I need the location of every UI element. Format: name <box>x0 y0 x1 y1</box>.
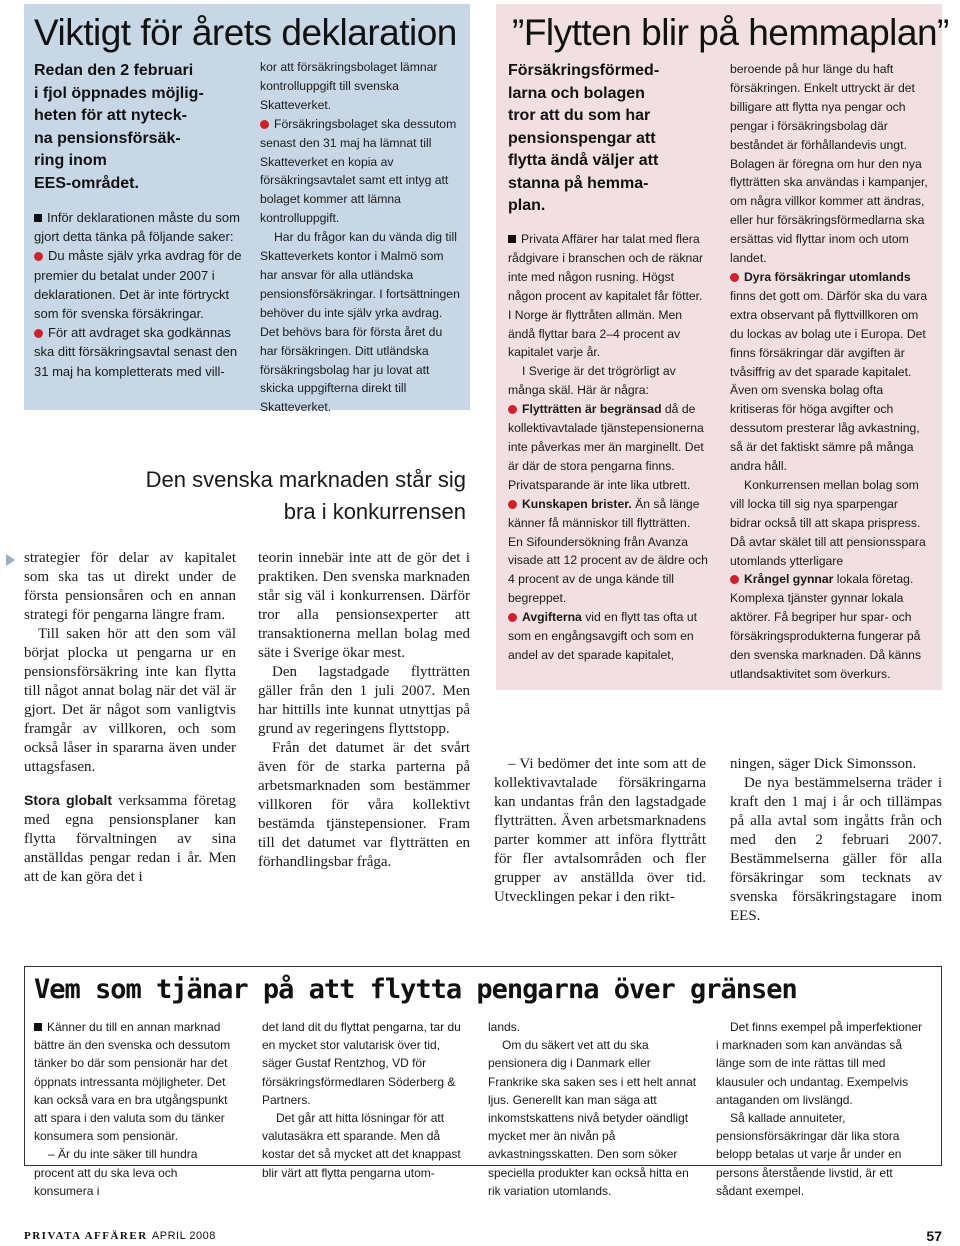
left-box-paragraph: Inför deklarationen måste du som gjort detta tänka på följande saker: <box>34 210 240 245</box>
red-dot-icon <box>508 613 517 622</box>
square-bullet-icon <box>508 235 516 243</box>
continuation-arrow-icon <box>6 554 15 566</box>
footer-publication <box>24 1230 216 1242</box>
footer-issue: APRIL 2008 <box>151 1230 216 1242</box>
right-box-paragraph: vid en flytt tas ofta ut som en engångsavgift och som en andel av det sparade kapitalet, <box>508 610 697 662</box>
right-box-paragraph: då de kollektivavtalade tjänstepensionerna inte påverkas mer än marginellt. Det är där de stora pengarna finns. Privatsparande är inte lika utbrett. <box>508 402 704 492</box>
bullet-title: Flytträtten är begränsad <box>522 402 662 417</box>
body-column-2 <box>258 549 470 872</box>
bullet-title: Krångel gynnar <box>744 572 834 587</box>
right-box-paragraph: Konkurrensen mellan bolag som vill locka till sig nya sparpengar bidrar också till att skapa prispress. Då avtar skälet till att pensionsspara utomlands ytterligare <box>730 477 926 568</box>
bullet-title: Avgifterna <box>522 610 582 625</box>
right-box-paragraph: finns det gott om. Därför ska du vara extra observant på flyttvillkoren om du lockas av bolag ute i Europa. Det finns försäkringar där avgiften är tvåsiffrig av det sparade kapitalet. Även om svenska bolag ofta kritiseras för höga avgifter och dessutom presterar låg avkastning, så är det faktiskt sämre på många andra håll. <box>730 288 928 474</box>
body-column-3 <box>494 755 706 907</box>
body-paragraph: – Vi bedömer det inte som att de kollektivavtalade försäkringarna kan undantas från den lagstadgade flytträtten. Även arbetsmarknadens parter kommer att införa flyttrått för fler avtalsområden och fler grupper av anställda över tid. Utvecklingen pekar i den rikt- <box>494 756 706 905</box>
body-paragraph: De nya bestämmelserna träder i kraft den 1 maj i år och tillämpas på alla avtal som ingåtts från och med den 2 februari 2007. Bestämmelserna gäller för alla försäkringar som tecknats av svenska försäkringstagare inom EES. <box>730 775 942 924</box>
bottom-box-paragraph: lands. <box>488 1020 521 1034</box>
right-box-paragraph: I Sverige är det trögrörligt av många skäl. Här är några: <box>508 364 676 398</box>
square-bullet-icon <box>34 214 42 222</box>
left-box-column-2 <box>260 58 460 417</box>
bottom-box-column-1 <box>34 1018 234 1200</box>
right-box-column-1 <box>508 230 708 665</box>
run-in-heading: Stora globalt <box>24 792 112 808</box>
bottom-box-paragraph: Det finns exempel på imperfektioner i marknaden som kan användas så länge som de inte rättas till med klausuler och undantag. Exempelvis antaganden om livslängd. <box>716 1020 923 1107</box>
red-dot-icon <box>508 500 517 509</box>
left-box-kicker: Redan den 2 februari i fjol öppnades möjlig- heten för att nyteck- na pensionsförsäk- ring inom EES-området. <box>34 62 204 192</box>
right-box-column-2 <box>730 60 930 684</box>
right-box-kicker: Försäkringsförmed- larna och bolagen tror att du som har pensionspengar att flytta ändå väljer att stanna på hemma- plan. <box>508 62 660 214</box>
left-box-headline: Viktigt för årets deklaration <box>34 12 457 53</box>
bottom-box-paragraph: Om du säkert vet att du ska pensionera dig i Danmark eller Frankrike ska saken ses i ett helt annat ljus. Generellt kan man säga att inkomstskattens nivå betyder oändligt mycket mer än nivån på avkastningsskatten. Den som söker speciella produkter kan också hitta en rik variation utomlands. <box>488 1038 697 1198</box>
bottom-box-paragraph: Så kallade annuiteter, pensionsförsäkringar där lika stora belopp betalas ut varje år under en persons återstående livstid, är ett sådant exempel. <box>716 1111 902 1198</box>
footer-brand: PRIVATA AFFÄRER <box>24 1230 148 1242</box>
body-column-4 <box>730 755 942 926</box>
bottom-box-column-3 <box>488 1018 698 1200</box>
body-paragraph: Från det datumet är det svårt även för de starka parterna på arbetsmarknaden som bestämmer villkoren för våra kollektivt bestämda tjänstepensioner. Fram till det datumet var flytträtten en förhandlingsbar fråga. <box>258 740 470 870</box>
left-box-paragraph: För att avdraget ska godkännas ska ditt försäkringsavtal senast den 31 maj ha kompletterats med vill- <box>34 325 238 379</box>
right-box-paragraph: Privata Affärer har talat med flera rådgivare i branschen och de räknar inte med någon rusning. Högst någon procent av kapitalet får fötter. I Norge är flyttråten allmän. Men ändå flyttar bara 2–4 procent av kapitalet varje år. <box>508 232 704 360</box>
right-box-paragraph: beroende på hur länge du haft försäkringen. Enkelt uttryckt är det billigare att flytta nya pengar och pengar i försäkringsbolag där beståndet är förhållandevis ungt. Bolagen är föregna om hur den nya flytträtten ska användas i kampanjer, om några villkor kommer att ändras, eller hur försäkringsförmedlarna ska ersättas vid flyttar inom och utom landet. <box>730 62 928 266</box>
right-box-headline: ”Flytten blir på hemmaplan” <box>512 12 949 53</box>
right-box-paragraph: lokala företag. Komplexa tjänster gynnar lokala aktörer. Få begriper hur spar- och försäkringsprodukterna fungerar på den svenska marknaden. Då känns utlandsaktivitet som överkurs. <box>730 572 922 681</box>
bottom-box-title: Vem som tjänar på att flytta pengarna över gränsen <box>34 974 797 1005</box>
body-column-1 <box>24 549 236 887</box>
red-dot-icon <box>508 405 517 414</box>
body-paragraph: teorin innebär inte att de gör det i praktiken. Den svenska marknaden står sig väl i konkurrensen. Därför tror alla pensionsexperter att transaktionerna mellan bolag med säte i Sverige ökar mest. <box>258 550 470 661</box>
page-number: 57 <box>926 1228 942 1244</box>
red-dot-icon <box>34 252 43 261</box>
bottom-box-paragraph: Känner du till en annan marknad bättre än den svenska och dessutom tänker bo där som pensionär har det öppnats intressanta möjligheter. Det kan också vara en bra utgångspunkt att spara i den valuta som du tänker konsumera som pensionär. <box>34 1020 231 1144</box>
body-paragraph: ningen, säger Dick Simonsson. <box>730 756 917 772</box>
red-dot-icon <box>34 329 43 338</box>
subheading: Den svenska marknaden står sig bra i konkurrensen <box>145 467 466 524</box>
red-dot-icon <box>260 120 269 129</box>
body-paragraph: verksamma företag med egna pensionsplaner kan flytta förvaltningen av sina anställdas pengar redan i år. Men att de kan göra det i <box>24 793 236 885</box>
bottom-box-column-2 <box>262 1018 470 1182</box>
red-dot-icon <box>730 273 739 282</box>
body-paragraph: strategier för delar av kapitalet som ska tas ut direkt under de första pensionsåren och en annan strategi för pengarna längre fram. <box>24 550 236 623</box>
bullet-title: Dyra försäkringar utomlands <box>744 269 911 284</box>
bullet-title: Kunskapen brister. <box>522 496 632 511</box>
red-dot-icon <box>730 575 739 584</box>
body-paragraph: Den lagstadgade flytträtten gäller från den 1 juli 2007. Men har hittills inte kunnat utnyttjas på grund av regeringens flyttstopp. <box>258 664 470 737</box>
bottom-box-paragraph: Det går att hitta lösningar för att valutasäkra ett sparande. Men då kostar det så mycket att det knappast blir värt att flytta pengarna utom- <box>262 1111 461 1180</box>
body-paragraph: Till saken hör att den som väl börjat plocka ut pengarna ur en pensionsförsäkring inte kan flytta till något annat bolag när det väl är gjort. Det är något som vanligtvis framgår av villkoren, och som också låser in spararna även under uttagsfasen. <box>24 626 236 775</box>
bottom-box-column-4 <box>716 1018 926 1200</box>
bottom-box-paragraph: – Är du inte säker till hundra procent att du ska leva och konsumera i <box>34 1147 198 1198</box>
left-box-paragraph: Du måste själv yrka avdrag för de premier du betalat under 2007 i deklarationen. Det är inte förtryckt som för svenska försäkringar. <box>34 248 242 322</box>
left-box-column-1 <box>34 208 246 381</box>
left-box-paragraph: Har du frågor kan du vända dig till Skatteverkets kontor i Malmö som har ansvar för alla utländska pensionsförsäkringar. I fortsättningen behöver du inte själv yrka avdrag. Det behövs bara för första året du har försäkringen. Ditt utländska försäkringsbolag har ju lovat att skicka uppgifterna direkt till Skatteverket. <box>260 230 460 415</box>
square-bullet-icon <box>34 1023 42 1031</box>
left-box-paragraph: Försäkringsbolaget ska dessutom senast den 31 maj ha lämnat till Skatteverket en kopia av försäkringsavtalet samt ett intyg att bolaget kommer att lämna kontrolluppgift. <box>260 116 457 226</box>
left-box-paragraph: kor att försäkringsbolaget lämnar kontrolluppgift till svenska Skatteverket. <box>260 60 438 112</box>
right-box-paragraph: Än så länge känner få människor till flytträtten. En Sifoundersökning från Avanza visade att 12 procent av de äldre och 4 procent av de unga kände till begreppet. <box>508 496 708 606</box>
bottom-box-paragraph: det land dit du flyttat pengarna, tar du en mycket stor valutarisk över tid, säger Gustaf Rentzhog, VD för försäkringsförmedlaren Söderberg & Partners. <box>262 1020 461 1107</box>
